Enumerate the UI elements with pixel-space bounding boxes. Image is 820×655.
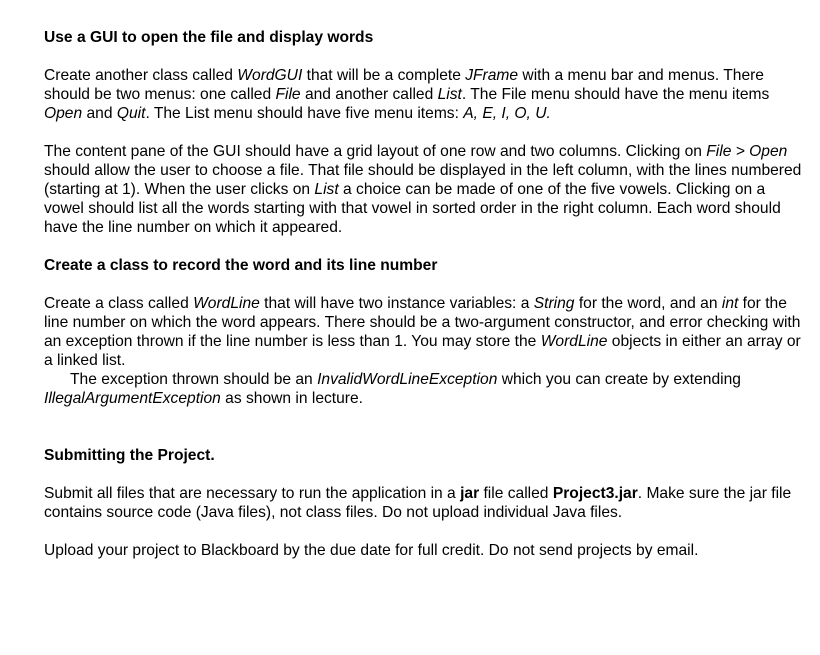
term-jar: jar — [460, 485, 480, 502]
term-jframe: JFrame — [465, 67, 519, 84]
document-page — [44, 28, 804, 560]
term-open: Open — [44, 105, 83, 122]
term-wordgui: WordGUI — [237, 67, 303, 84]
term-list-2: List — [314, 181, 339, 198]
paragraph-wordgui-intro: Create another class called WordGUI that will be a complete JFrame with a menu bar and menus. There should be two menus: one called File and another called List. The File menu should have the menu items Open and Quit. The List menu should have five menu items: A, E, I, O, U. — [44, 67, 770, 122]
paragraph-submit-files: Submit all files that are necessary to run the application in a jar file called Project3.jar. Make sure the jar file contains source code (Java files), not class files. Do not upload individual Java files. — [44, 485, 792, 521]
heading-gui: Use a GUI to open the file and display words — [44, 29, 374, 46]
paragraph-exception: The exception thrown should be an InvalidWordLineException which you can create by extending IllegalArgumentException as shown in lecture. — [44, 371, 741, 407]
paragraph-wordline: Create a class called WordLine that will have two instance variables: a String for the word, and an int for the line number on which the word appears. There should be a two-argument constructor, and error checking with an exception thrown if the line number is less than 1. You may store the WordLine objects in either an array or a linked list. — [44, 295, 801, 369]
term-file-open: File > Open — [706, 143, 788, 160]
paragraph-upload: Upload your project to Blackboard by the due date for full credit. Do not send projects by email. — [44, 542, 699, 559]
term-quit: Quit — [116, 105, 146, 122]
term-wordline-2: WordLine — [540, 333, 608, 350]
term-vowels: A, E, I, O, U. — [463, 105, 551, 122]
term-invalid-wordline-exception: InvalidWordLineException — [317, 371, 498, 388]
paragraph-content-pane: The content pane of the GUI should have a grid layout of one row and two columns. Clicking on File > Open should allow the user to choose a file. That file should be displayed in the left column, with the lines numbered (starting at 1). When the user clicks on List a choice can be made of one of the five vowels. Clicking on a vowel should list all the words starting with that vowel in sorted order in the right column. Each word should have the line number on which it appeared. — [44, 143, 802, 236]
heading-submitting: Submitting the Project. — [44, 447, 215, 464]
heading-wordline-class: Create a class to record the word and its line number — [44, 257, 438, 274]
term-string: String — [533, 295, 575, 312]
term-illegal-argument-exception: IllegalArgumentException — [44, 390, 221, 407]
term-int: int — [721, 295, 739, 312]
term-file: File — [275, 86, 301, 103]
term-list: List — [437, 86, 462, 103]
term-wordline: WordLine — [193, 295, 260, 312]
term-project3-jar: Project3.jar — [552, 485, 638, 502]
